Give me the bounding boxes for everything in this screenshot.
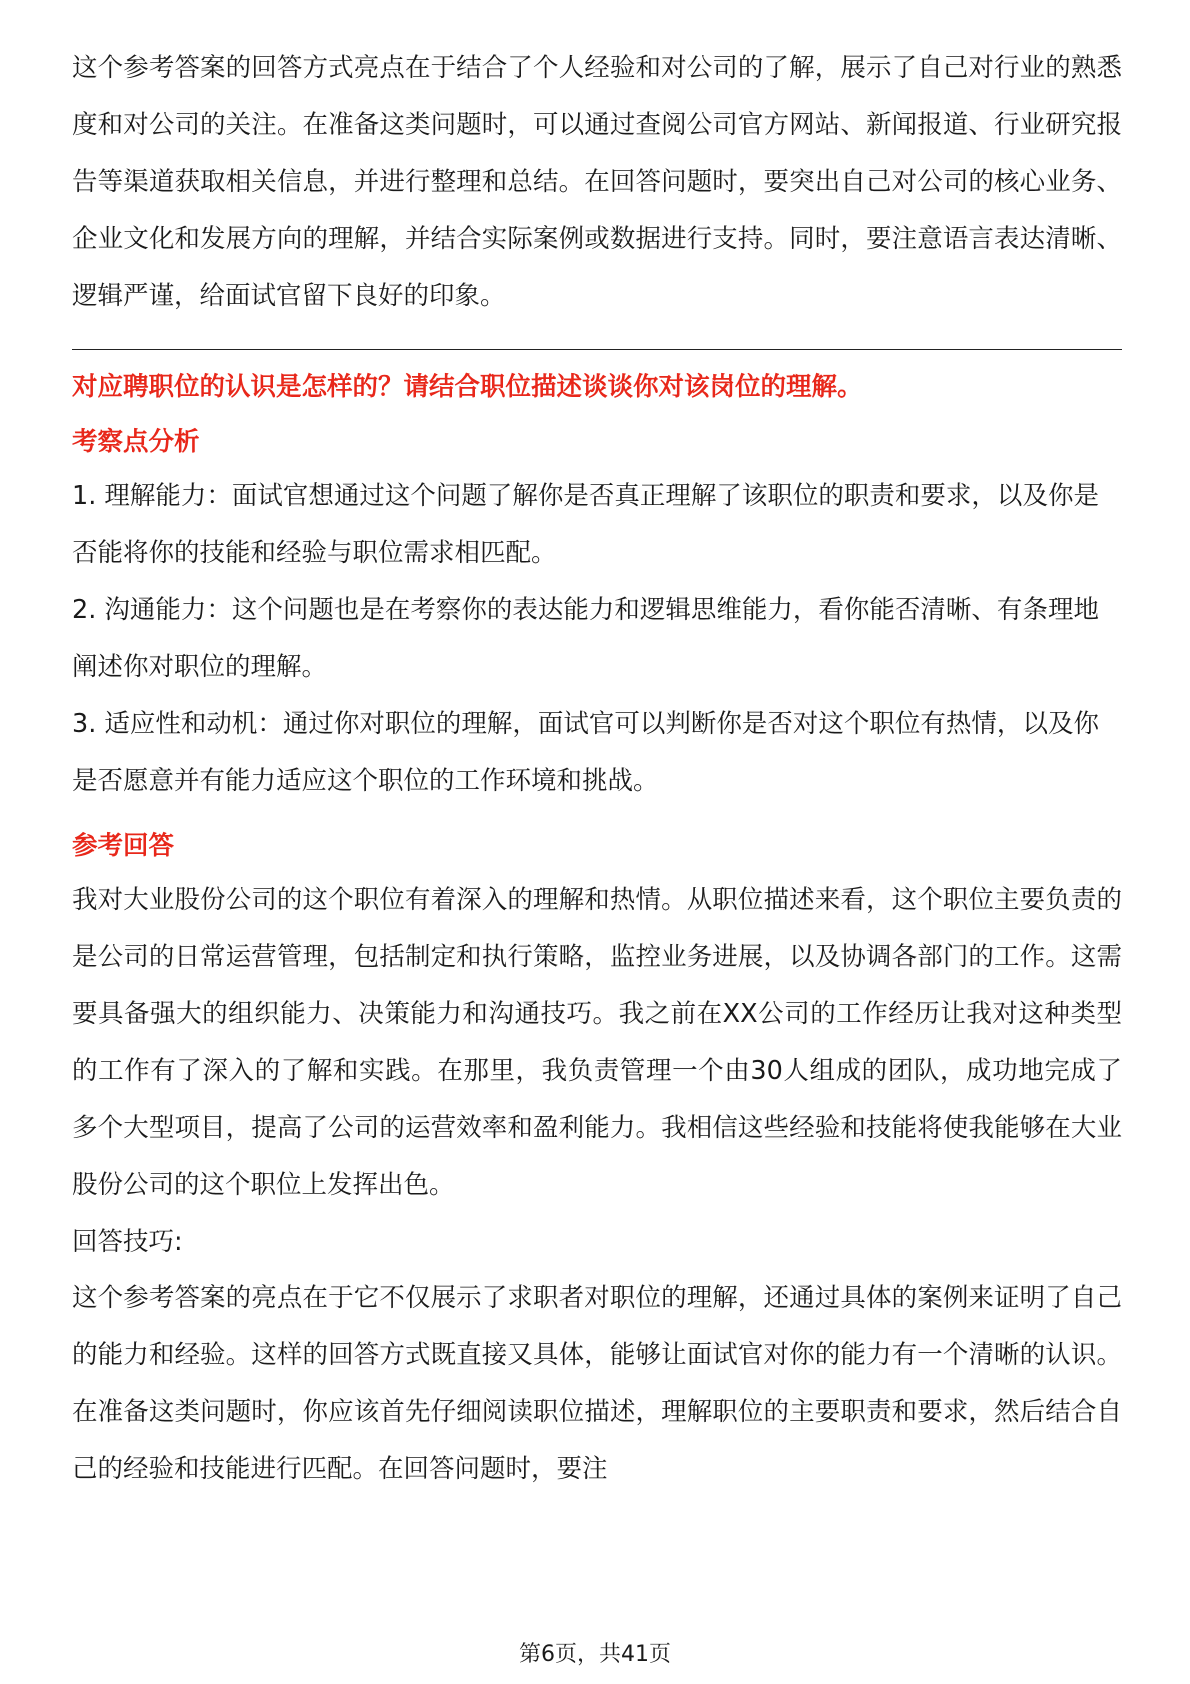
tips-heading: 回答技巧: <box>72 1227 183 1257</box>
intro-paragraph: 这个参考答案的回答方式亮点在于结合了个人经验和对公司的了解，展示了自己对行业的熟悉度和对公司的关注。在准备这类问题时，可以通过查阅公司官方网站、新闻报道、行业研究报告等渠道获取相关信息，并进行整理和总结。在回答问题时，要突出自己对公司的核心业务、企业文化和发展方向的理解，并结合实际案例或数据进行支持。同时，要注意语言表达清晰、逻辑严谨，给面试官留下良好的印象。 <box>72 53 1122 311</box>
document-page <box>72 40 1122 1498</box>
analysis-heading: 考察点分析 <box>72 427 200 457</box>
analysis-item: 3. 适应性和动机：通过你对职位的理解，面试官可以判断你是否对这个职位有热情，以及你是否愿意并有能力适应这个职位的工作环境和挑战。 <box>72 709 1099 796</box>
tips-text: 这个参考答案的亮点在于它不仅展示了求职者对职位的理解，还通过具体的案例来证明了自己的能力和经验。这样的回答方式既直接又具体，能够让面试官对你的能力有一个清晰的认识。在准备这类问题时，你应该首先仔细阅读职位描述，理解职位的主要职责和要求，然后结合自己的经验和技能进行匹配。在回答问题时，要注 <box>72 1283 1122 1484</box>
analysis-item: 1. 理解能力：面试官想通过这个问题了解你是否真正理解了该职位的职责和要求，以及你是否能将你的技能和经验与职位需求相匹配。 <box>72 481 1099 568</box>
question-title: 对应聘职位的认识是怎样的？请结合职位描述谈谈你对该岗位的理解。 <box>72 372 863 402</box>
section-divider <box>72 349 1122 350</box>
reference-answer-text: 我对大业股份公司的这个职位有着深入的理解和热情。从职位描述来看，这个职位主要负责的是公司的日常运营管理，包括制定和执行策略，监控业务进展，以及协调各部门的工作。这需要具备强大的组织能力、决策能力和沟通技巧。我之前在XX公司的工作经历让我对这种类型的工作有了深入的了解和实践。在那里，我负责管理一个由30人组成的团队，成功地完成了多个大型项目，提高了公司的运营效率和盈利能力。我相信这些经验和技能将使我能够在大业股份公司的这个职位上发挥出色。 <box>72 885 1122 1200</box>
analysis-item: 2. 沟通能力：这个问题也是在考察你的表达能力和逻辑思维能力，看你能否清晰、有条理地阐述你对职位的理解。 <box>72 595 1099 682</box>
reference-answer-heading: 参考回答 <box>72 831 175 861</box>
page-number: 第6页，共41页 <box>519 1642 671 1667</box>
